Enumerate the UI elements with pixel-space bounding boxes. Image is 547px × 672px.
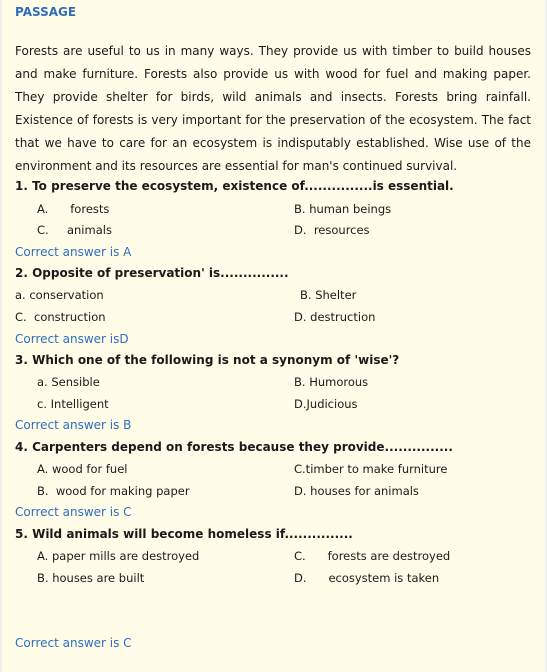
q1-option-d: D. resources: [294, 223, 370, 237]
q2-option-b: B. Shelter: [300, 288, 357, 302]
q5-correct-answer: Correct answer is C: [15, 636, 132, 650]
q1-option-b: B. human beings: [294, 202, 392, 216]
q3-option-c: c. Intelligent: [37, 397, 109, 411]
q2-correct-answer: Correct answer isD: [15, 332, 129, 346]
q2-option-a: a. conservation: [15, 288, 104, 302]
passage-text: Forests are useful to us in many ways. They provide us with timber to build houses and make furniture. Forests also provide us with wood for fuel and making paper. They provide shelter for birds, wild animals and insects. Forests bring rainfall. Existence of forests is very important for the preservation of the ecosystem. The fact that we have to care for an ecosystem is indisputably established. Wise use of the environment and its resources are essential for man's continued survival.: [15, 44, 531, 173]
question-1: 1. To preserve the ecosystem, existence of...............is essential.: [15, 179, 454, 193]
q1-option-a: A. forests: [37, 202, 110, 216]
q1-correct-answer: Correct answer is A: [15, 245, 132, 259]
passage-heading: PASSAGE: [15, 5, 77, 19]
q2-option-c: C. construction: [15, 310, 106, 324]
q3-option-d: D.Judicious: [294, 397, 358, 411]
q4-option-d: D. houses for animals: [294, 484, 419, 498]
q3-option-b: B. Humorous: [294, 375, 369, 389]
question-5: 5. Wild animals will become homeless if...............: [15, 527, 353, 541]
question-2: 2. Opposite of preservation' is...............: [15, 266, 289, 280]
q4-option-a: A. wood for fuel: [37, 462, 128, 476]
q5-option-b: B. houses are built: [37, 571, 145, 585]
q5-option-a: A. paper mills are destroyed: [37, 549, 200, 563]
q2-option-d: D. destruction: [294, 310, 376, 324]
q3-correct-answer: Correct answer is B: [15, 418, 132, 432]
question-3: 3. Which one of the following is not a synonym of 'wise'?: [15, 353, 400, 367]
q5-option-d: D. ecosystem is taken: [294, 571, 440, 585]
q3-option-a: a. Sensible: [37, 375, 100, 389]
q4-correct-answer: Correct answer is C: [15, 505, 132, 519]
q4-option-c: C.timber to make furniture: [294, 462, 448, 476]
q5-option-c: C. forests are destroyed: [294, 549, 451, 563]
q1-option-c: C. animals: [37, 223, 112, 237]
q4-option-b: B. wood for making paper: [37, 484, 190, 498]
question-4: 4. Carpenters depend on forests because they provide...............: [15, 440, 453, 454]
